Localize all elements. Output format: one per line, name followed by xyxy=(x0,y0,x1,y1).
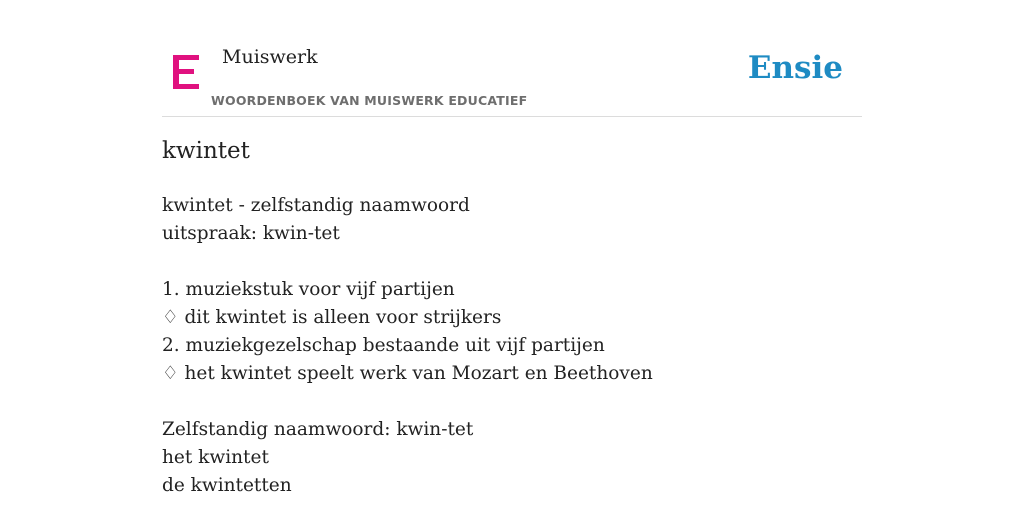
definition-body xyxy=(162,192,862,500)
definition-line: de kwintetten xyxy=(162,475,292,496)
source-subtitle: WOORDENBOEK VAN MUISWERK EDUCATIEF xyxy=(211,93,528,108)
definition-line: Zelfstandig naamwoord: kwin-tet xyxy=(162,419,474,440)
page-header xyxy=(162,0,862,117)
definition-line: 2. muziekgezelschap bestaande uit vijf partijen xyxy=(162,335,605,356)
page-title: kwintet xyxy=(162,138,250,164)
definition-line: 1. muziekstuk voor vijf partijen xyxy=(162,279,455,300)
definition-line: ♢ het kwintet speelt werk van Mozart en Beethoven xyxy=(162,363,653,384)
definition-line xyxy=(162,248,862,276)
definition-line xyxy=(162,388,862,416)
definition-line: uitspraak: kwin-tet xyxy=(162,223,340,244)
ensie-logo[interactable]: Ensie xyxy=(747,50,843,86)
definition-line: ♢ dit kwintet is alleen voor strijkers xyxy=(162,307,502,328)
definition-line: het kwintet xyxy=(162,447,269,468)
source-name[interactable]: Muiswerk xyxy=(222,46,318,68)
muiswerk-logo-icon[interactable] xyxy=(173,55,201,89)
definition-line: kwintet - zelfstandig naamwoord xyxy=(162,195,470,216)
